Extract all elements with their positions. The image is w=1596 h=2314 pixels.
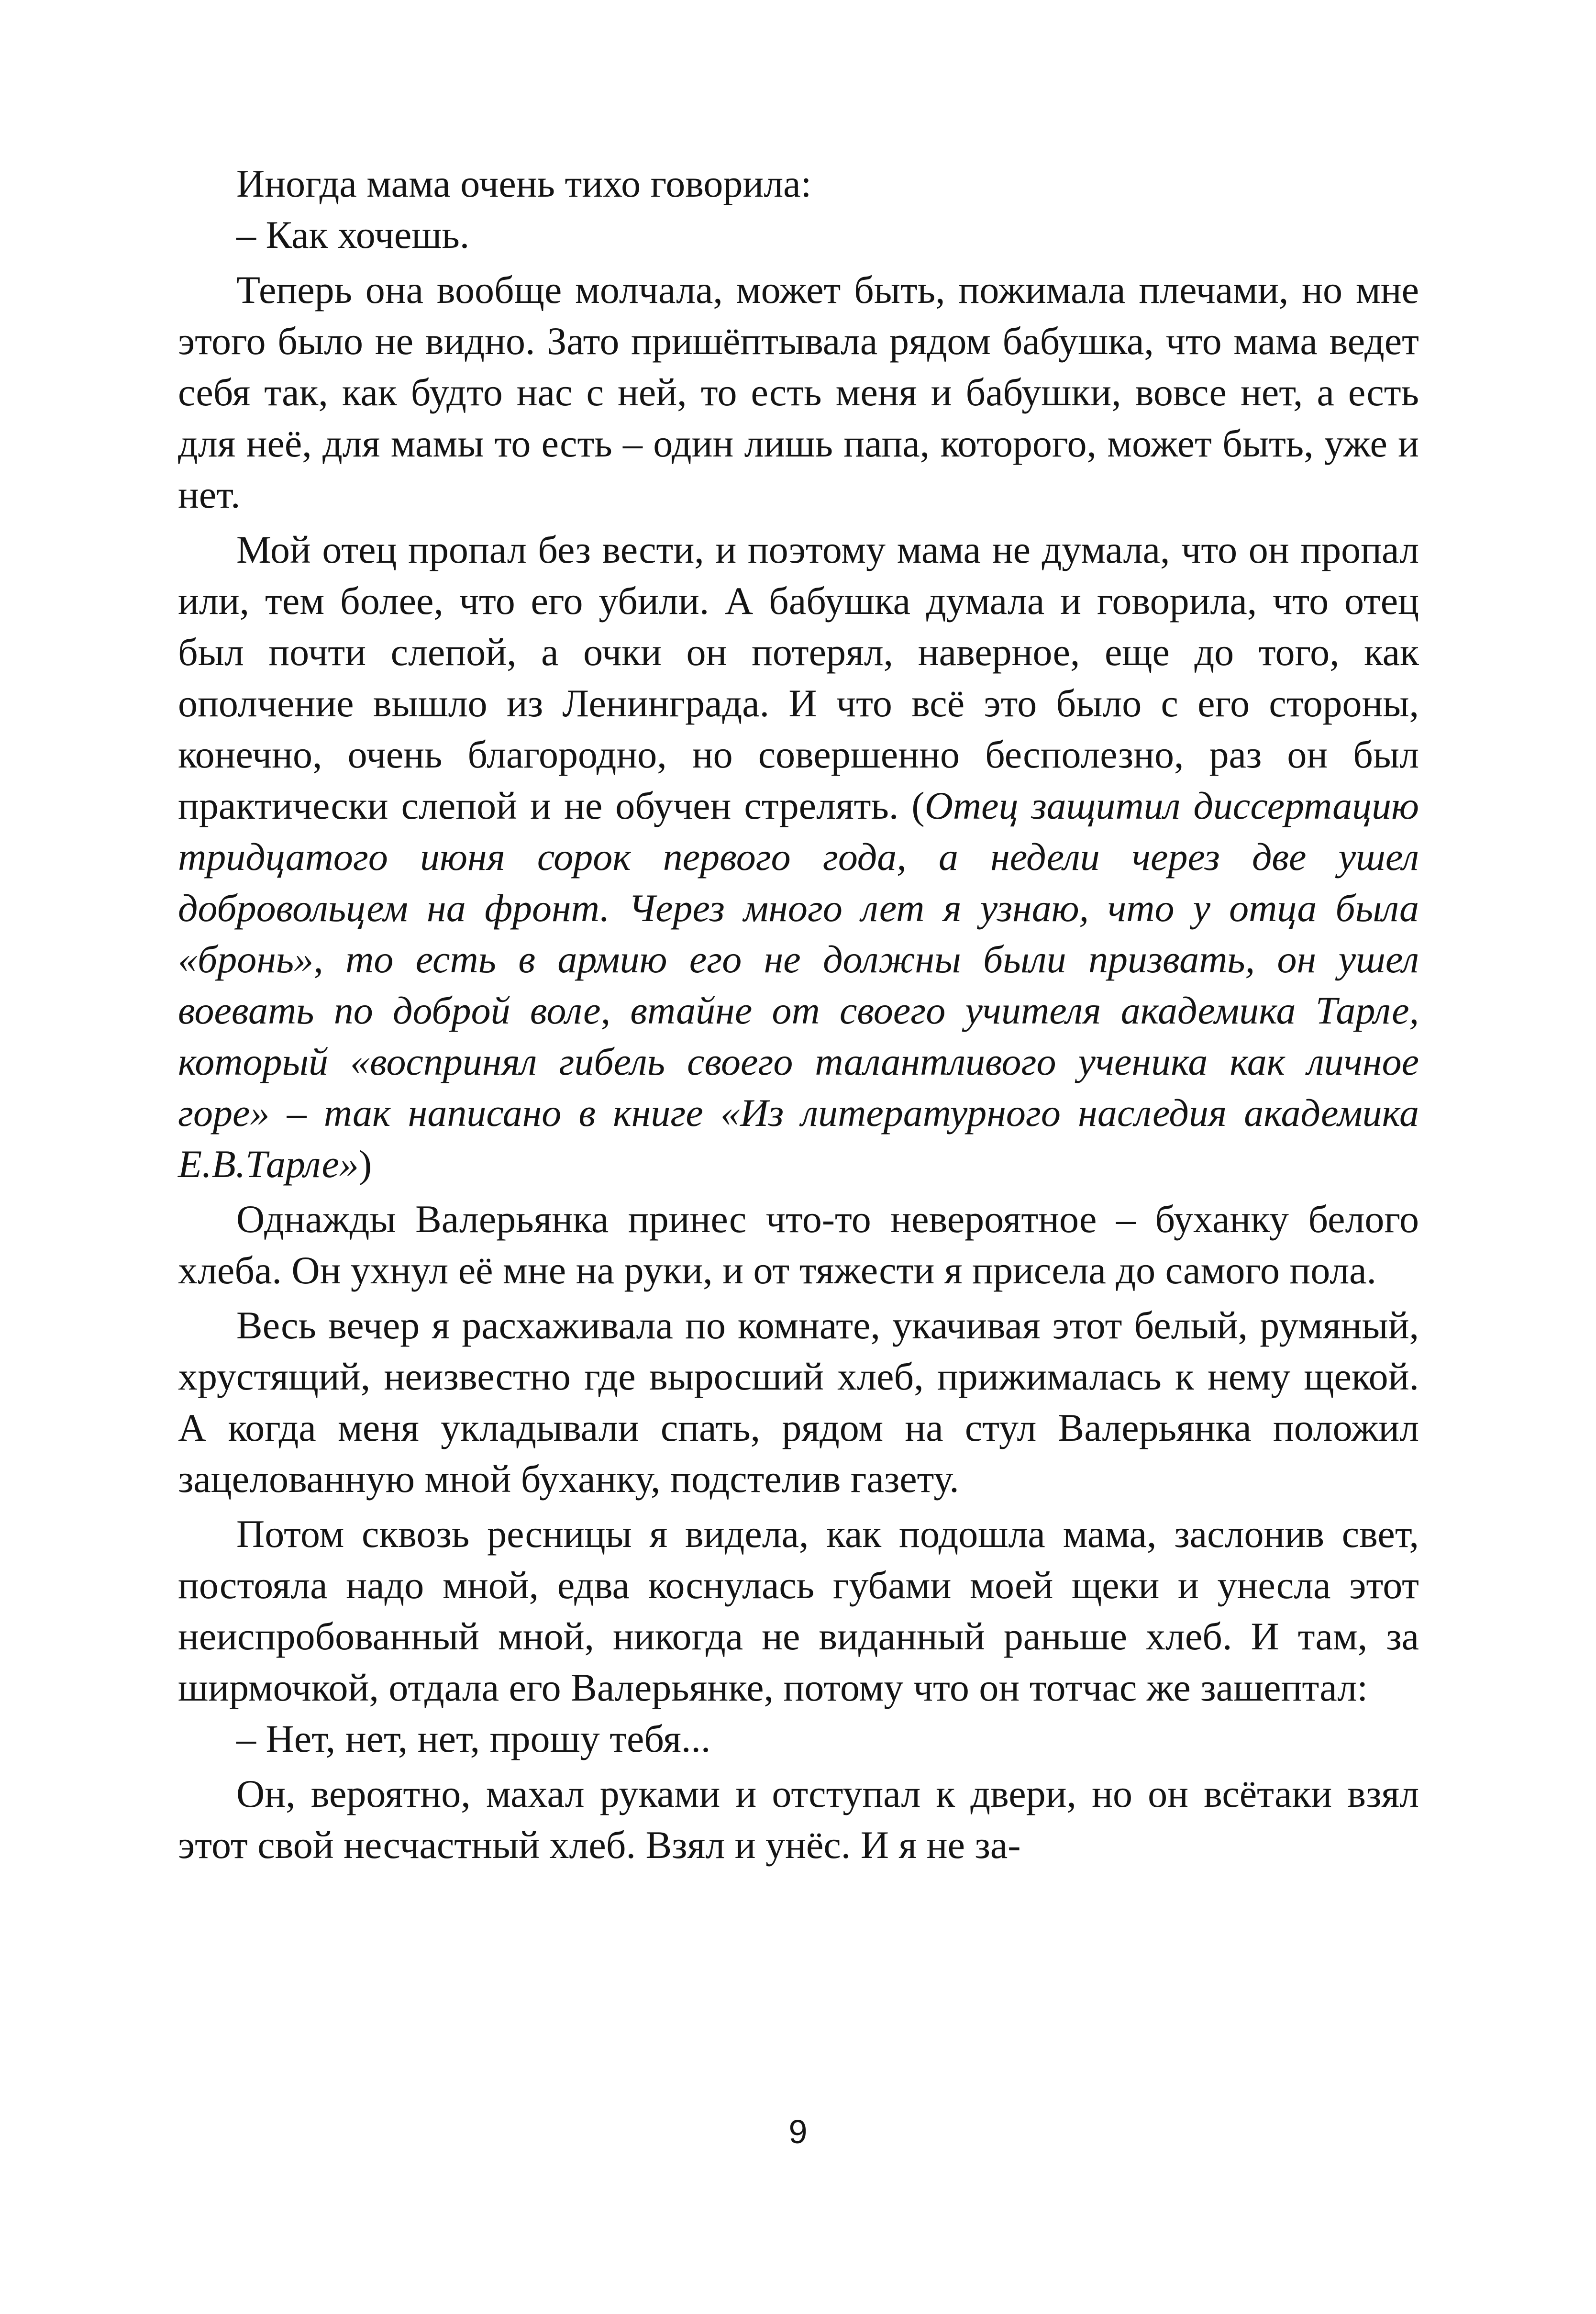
paragraph-5 [178, 1193, 1419, 1296]
aside-closing: ) [358, 1142, 372, 1186]
paragraph-text: – Нет, нет, нет, прошу тебя... [236, 1717, 711, 1760]
italic-aside: Отец защитил диссертацию тридцатого июня сорок первого года, а недели через две ушел добровольцем на фронт. Через много лет я узнаю, что у отца была «бронь», то есть в армию его не должны были призвать, он ушел воевать по доброй воле, втайне от своего учителя академика Тарле, который «воспринял гибель своего талантливого ученика как личное горе» – так написано в книге «Из литературного наследия академика Е.В.Тарле» [178, 784, 1419, 1186]
paragraph-2 [178, 209, 1419, 260]
paragraph-text: Однажды Валерьянка принес что-то невероятное – буханку белого хлеба. Он ухнул её мне на руки, и от тяжести я присела до самого пола. [178, 1197, 1419, 1292]
paragraph-1 [178, 158, 1419, 209]
paragraph-text: Потом сквозь ресницы я видела, как подошла мама, заслонив свет, постояла надо мной, едва коснулась губами моей щеки и унесла этот неиспробованный мной, никогда не виданный раньше хлеб. И там, за ширмочкой, отдала его Валерьянке, потому что он тотчас же зашептал: [178, 1512, 1419, 1709]
paragraph-6 [178, 1300, 1419, 1504]
text-block [178, 158, 1419, 1870]
paragraph-7 [178, 1508, 1419, 1713]
paragraph-text: – Как хочешь. [236, 213, 470, 256]
paragraph-3 [178, 264, 1419, 520]
paragraph-9 [178, 1768, 1419, 1870]
paragraph-text: Весь вечер я расхаживала по комнате, укачивая этот белый, румяный, хрустящий, неизвестно где выросший хлеб, прижималась к нему щекой. А когда меня укладывали спать, рядом на стул Валерьянка положил зацелованную мной буханку, подстелив газету. [178, 1303, 1419, 1501]
paragraph-text: Он, вероятно, махал руками и отступал к двери, но он всётаки взял этот свой несчастный хлеб. Взял и унёс. И я не за- [178, 1772, 1419, 1867]
paragraph-8 [178, 1713, 1419, 1764]
paragraph-text: Мой отец пропал без вести, и поэтому мама не думала, что он пропал или, тем более, что его убили. А бабушка думала и говорила, что отец был почти слепой, а очки он потерял, наверное, еще до того, как ополчение вышло из Ленинграда. И что всё это было с его стороны, конечно, очень благородно, но совершенно бесполезно, раз он был практически слепой и не обучен стрелять. ( [178, 528, 1419, 827]
paragraph-4 [178, 524, 1419, 1190]
paragraph-text: Иногда мама очень тихо говорила: [236, 162, 812, 205]
page-number: 9 [788, 2113, 808, 2150]
paragraph-text: Теперь она вообще молчала, может быть, пожимала плечами, но мне этого было не видно. Зато пришёптывала рядом бабушка, что мама ведет себя так, как будто нас с ней, то есть меня и бабушки, вовсе нет, а есть для неё, для мамы то есть – один лишь папа, которого, может быть, уже и нет. [178, 268, 1419, 516]
